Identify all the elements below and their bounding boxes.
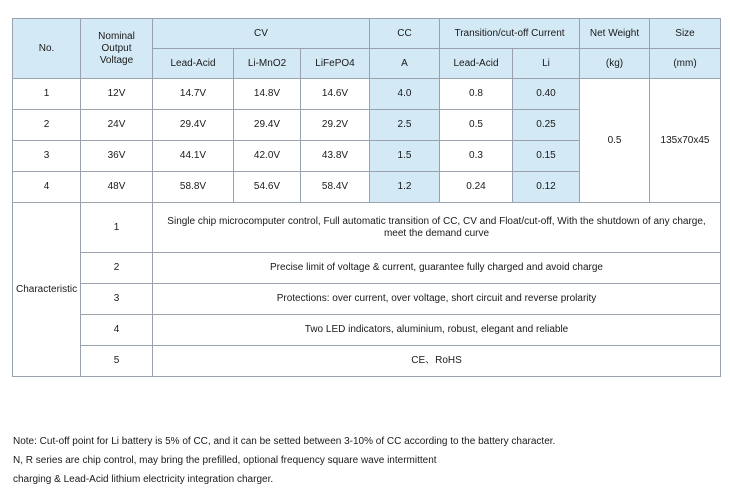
cell-cv-lifepo4: 43.8V bbox=[301, 141, 370, 172]
cell-cv-lead-acid: 29.4V bbox=[153, 110, 234, 141]
cell-nominal: 48V bbox=[81, 172, 153, 203]
characteristic-text: Protections: over current, over voltage, short circuit and reverse prolarity bbox=[153, 284, 721, 315]
characteristic-no: 1 bbox=[81, 203, 153, 253]
cell-cv-lifepo4: 58.4V bbox=[301, 172, 370, 203]
header-cc-unit: A bbox=[370, 49, 440, 79]
characteristic-text: Two LED indicators, aluminium, robust, elegant and reliable bbox=[153, 315, 721, 346]
characteristic-label: Characteristic bbox=[13, 203, 81, 377]
header-transition: Transition/cut-off Current bbox=[440, 19, 580, 49]
characteristic-no: 3 bbox=[81, 284, 153, 315]
cell-cc: 1.2 bbox=[370, 172, 440, 203]
characteristic-row bbox=[13, 315, 721, 346]
cell-transition-li: 0.15 bbox=[513, 141, 580, 172]
cell-no: 2 bbox=[13, 110, 81, 141]
cell-transition-lead-acid: 0.8 bbox=[440, 79, 513, 110]
cell-cv-lead-acid: 58.8V bbox=[153, 172, 234, 203]
characteristic-no: 5 bbox=[81, 346, 153, 377]
header-cv-lifepo4: LiFePO4 bbox=[301, 49, 370, 79]
cell-size: 135x70x45 bbox=[650, 79, 721, 203]
header-size: Size bbox=[650, 19, 721, 49]
header-cv-limno2: Li-MnO2 bbox=[234, 49, 301, 79]
cell-cv-limno2: 29.4V bbox=[234, 110, 301, 141]
cell-cv-limno2: 14.8V bbox=[234, 79, 301, 110]
header-net-weight: Net Weight bbox=[580, 19, 650, 49]
note-line: charging & Lead-Acid lithium electricity integration charger. bbox=[13, 474, 274, 485]
cell-cv-lead-acid: 14.7V bbox=[153, 79, 234, 110]
cell-transition-li: 0.25 bbox=[513, 110, 580, 141]
cell-transition-lead-acid: 0.24 bbox=[440, 172, 513, 203]
cell-net-weight: 0.5 bbox=[580, 79, 650, 203]
characteristic-text: Single chip microcomputer control, Full automatic transition of CC, CV and Float/cut-off, With the shutdown of any charge, meet the demand curve bbox=[153, 203, 721, 253]
header-transition-li: Li bbox=[513, 49, 580, 79]
cell-no: 4 bbox=[13, 172, 81, 203]
notes bbox=[13, 432, 555, 489]
header-transition-lead-acid: Lead-Acid bbox=[440, 49, 513, 79]
characteristic-no: 4 bbox=[81, 315, 153, 346]
cell-transition-li: 0.40 bbox=[513, 79, 580, 110]
cell-cc: 1.5 bbox=[370, 141, 440, 172]
header-size-unit: (mm) bbox=[650, 49, 721, 79]
cell-nominal: 24V bbox=[81, 110, 153, 141]
header-net-weight-unit: (kg) bbox=[580, 49, 650, 79]
cell-no: 1 bbox=[13, 79, 81, 110]
cell-cc: 2.5 bbox=[370, 110, 440, 141]
characteristic-text: CE、RoHS bbox=[153, 346, 721, 377]
table-row bbox=[13, 79, 721, 110]
cell-cv-limno2: 42.0V bbox=[234, 141, 301, 172]
cell-transition-lead-acid: 0.3 bbox=[440, 141, 513, 172]
note-line: N, R series are chip control, may bring the prefilled, optional frequency square wave intermittent bbox=[13, 455, 437, 466]
cell-cv-lead-acid: 44.1V bbox=[153, 141, 234, 172]
header-cv: CV bbox=[153, 19, 370, 49]
spec-table bbox=[12, 18, 721, 377]
characteristic-row bbox=[13, 253, 721, 284]
header-nominal-voltage: Nominal Output Voltage bbox=[81, 19, 153, 79]
cell-nominal: 12V bbox=[81, 79, 153, 110]
cell-transition-li: 0.12 bbox=[513, 172, 580, 203]
cell-cc: 4.0 bbox=[370, 79, 440, 110]
cell-transition-lead-acid: 0.5 bbox=[440, 110, 513, 141]
header-cv-lead-acid: Lead-Acid bbox=[153, 49, 234, 79]
header-row-1 bbox=[13, 19, 721, 49]
cell-cv-lifepo4: 29.2V bbox=[301, 110, 370, 141]
cell-cv-limno2: 54.6V bbox=[234, 172, 301, 203]
characteristic-row bbox=[13, 346, 721, 377]
characteristic-row bbox=[13, 284, 721, 315]
header-cc: CC bbox=[370, 19, 440, 49]
cell-cv-lifepo4: 14.6V bbox=[301, 79, 370, 110]
note-line: Note: Cut-off point for Li battery is 5% of CC, and it can be setted between 3-10% of CC according to the battery character. bbox=[13, 436, 556, 447]
characteristic-no: 2 bbox=[81, 253, 153, 284]
cell-no: 3 bbox=[13, 141, 81, 172]
characteristic-text: Precise limit of voltage & current, guarantee fully charged and avoid charge bbox=[153, 253, 721, 284]
cell-nominal: 36V bbox=[81, 141, 153, 172]
characteristic-row bbox=[13, 203, 721, 253]
header-no: No. bbox=[13, 19, 81, 79]
